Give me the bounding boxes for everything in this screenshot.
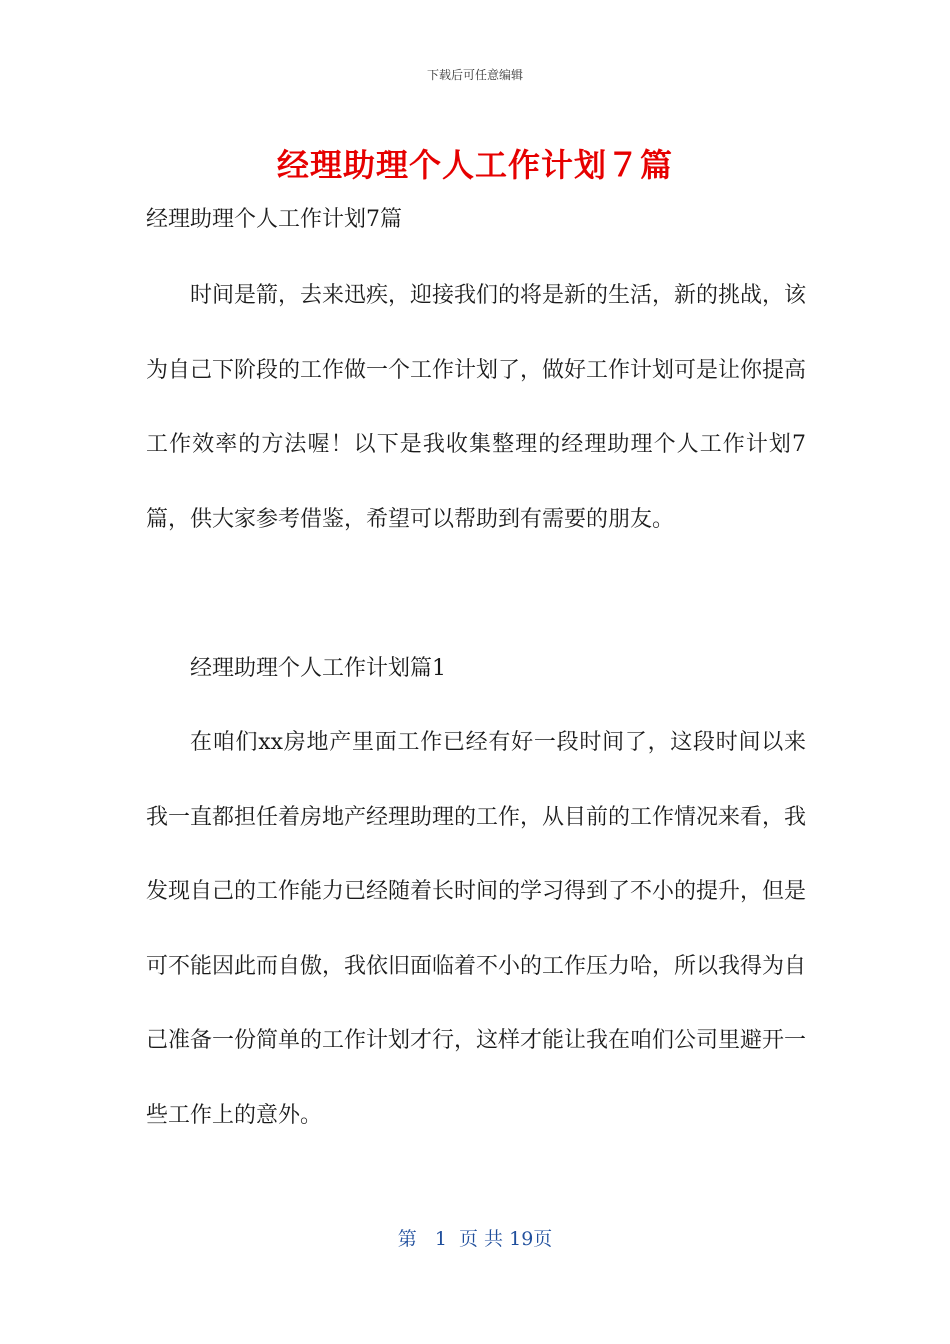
page-footer (0, 1224, 950, 1251)
section-heading: 经理助理个人工作计划篇1 (190, 656, 446, 681)
footer-page-number: 1 (434, 1228, 447, 1250)
footer-middle: 页 共 (459, 1228, 504, 1250)
section-paragraph: 在咱们xx房地产里面工作已经有好一段时间了，这段时间以来我一直都担任着房地产经理助理的工作，从目前的工作情况来看，我发现自己的工作能力已经随着长时间的学习得到了不小的提升，但是可不能因此而自傲，我依旧面临着不小的工作压力哈，所以我得为自己准备一份简单的工作计划才行，这样才能让我在咱们公司里避开一些工作上的意外。 (146, 730, 807, 1128)
document-title: 经理助理个人工作计划７篇 (276, 146, 673, 184)
intro-paragraph: 时间是箭，去来迅疾，迎接我们的将是新的生活，新的挑战，该为自己下阶段的工作做一个工作计划了，做好工作计划可是让你提高工作效率的方法喔！以下是我收集整理的经理助理个人工作计划7篇，供大家参考借鉴，希望可以帮助到有需要的朋友。 (146, 283, 807, 532)
footer-prefix: 第 (397, 1228, 417, 1250)
header-note: 下载后可任意编辑 (426, 68, 523, 82)
document-subtitle: 经理助理个人工作计划7篇 (146, 207, 402, 232)
footer-suffix: 页 (533, 1228, 553, 1250)
footer-total-pages: 19 (509, 1228, 534, 1250)
